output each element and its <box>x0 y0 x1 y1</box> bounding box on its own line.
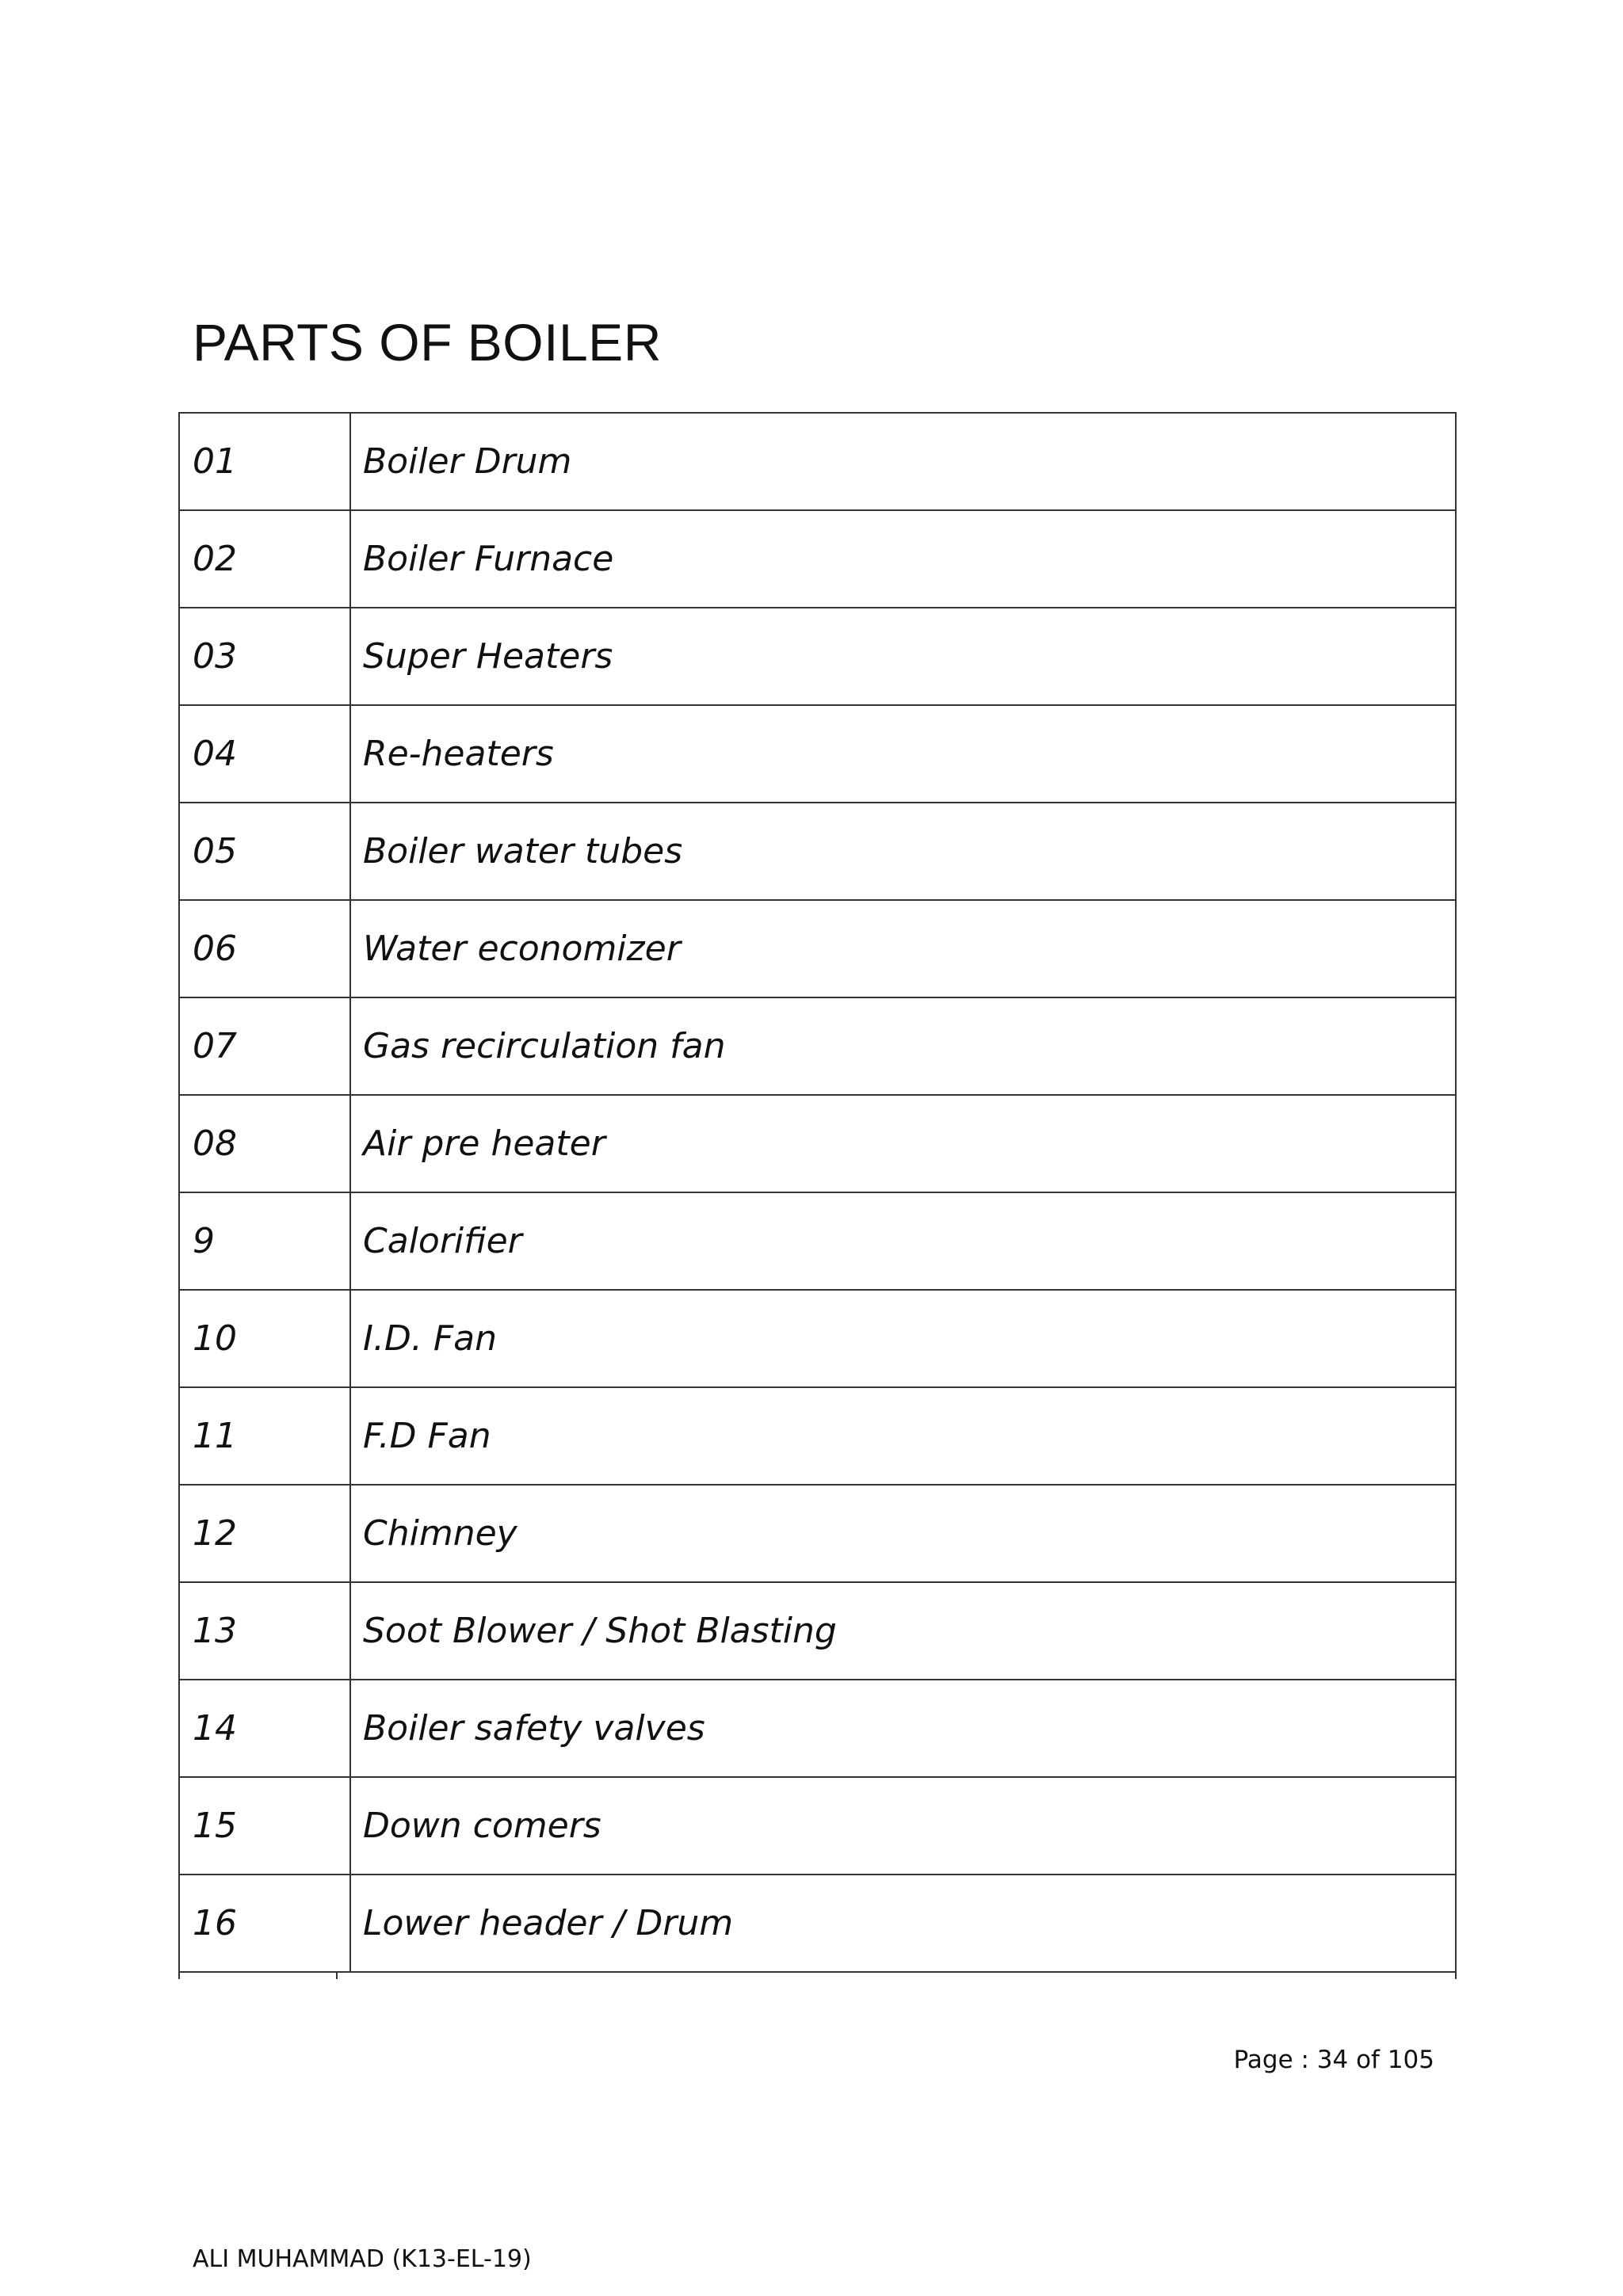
part-name-cell: Down comers <box>350 1777 1456 1875</box>
part-name-cell: Water economizer <box>350 900 1456 997</box>
part-number-cell: 12 <box>179 1485 350 1582</box>
part-name-cell: Boiler Furnace <box>350 510 1456 608</box>
part-name-cell: Boiler safety valves <box>350 1680 1456 1777</box>
part-number-cell: 15 <box>179 1777 350 1875</box>
part-name-cell: Air pre heater <box>350 1095 1456 1192</box>
part-number-cell: 01 <box>179 413 350 510</box>
part-name-cell: Boiler water tubes <box>350 803 1456 900</box>
table-row <box>179 1485 1456 1582</box>
part-name-cell: Gas recirculation fan <box>350 997 1456 1095</box>
part-number-cell: 08 <box>179 1095 350 1192</box>
page-number: Page : 34 of 105 <box>1233 2046 1434 2074</box>
table-row <box>179 1875 1456 1972</box>
table-row <box>179 1192 1456 1290</box>
table-row <box>179 510 1456 608</box>
part-name-cell: Soot Blower / Shot Blasting <box>350 1582 1456 1680</box>
table-row <box>179 1387 1456 1485</box>
table-row <box>179 1582 1456 1680</box>
part-number-cell: 14 <box>179 1680 350 1777</box>
part-name-cell: Re-heaters <box>350 705 1456 803</box>
parts-table <box>178 412 1457 1973</box>
part-name-cell: Boiler Drum <box>350 413 1456 510</box>
table-row <box>179 413 1456 510</box>
table-row <box>179 997 1456 1095</box>
part-number-cell: 16 <box>179 1875 350 1972</box>
table-continuation <box>178 1973 1457 1979</box>
part-number-cell: 07 <box>179 997 350 1095</box>
part-number-cell: 13 <box>179 1582 350 1680</box>
page-title: PARTS OF BOILER <box>193 313 662 372</box>
part-number-cell: 9 <box>179 1192 350 1290</box>
part-name-cell: I.D. Fan <box>350 1290 1456 1387</box>
table-row <box>179 705 1456 803</box>
table-row <box>179 1680 1456 1777</box>
table-row <box>179 803 1456 900</box>
part-name-cell: Lower header / Drum <box>350 1875 1456 1972</box>
part-number-cell: 11 <box>179 1387 350 1485</box>
table-row <box>179 1777 1456 1875</box>
table-row <box>179 1290 1456 1387</box>
part-name-cell: Chimney <box>350 1485 1456 1582</box>
footer-author: ALI MUHAMMAD (K13-EL-19) <box>193 2245 532 2273</box>
part-number-cell: 05 <box>179 803 350 900</box>
part-name-cell: Super Heaters <box>350 608 1456 705</box>
part-number-cell: 06 <box>179 900 350 997</box>
part-number-cell: 02 <box>179 510 350 608</box>
part-number-cell: 03 <box>179 608 350 705</box>
table-row <box>179 900 1456 997</box>
part-number-cell: 04 <box>179 705 350 803</box>
table-row <box>179 608 1456 705</box>
part-name-cell: Calorifier <box>350 1192 1456 1290</box>
table-row <box>179 1095 1456 1192</box>
part-number-cell: 10 <box>179 1290 350 1387</box>
part-name-cell: F.D Fan <box>350 1387 1456 1485</box>
parts-table-body <box>179 413 1456 1972</box>
